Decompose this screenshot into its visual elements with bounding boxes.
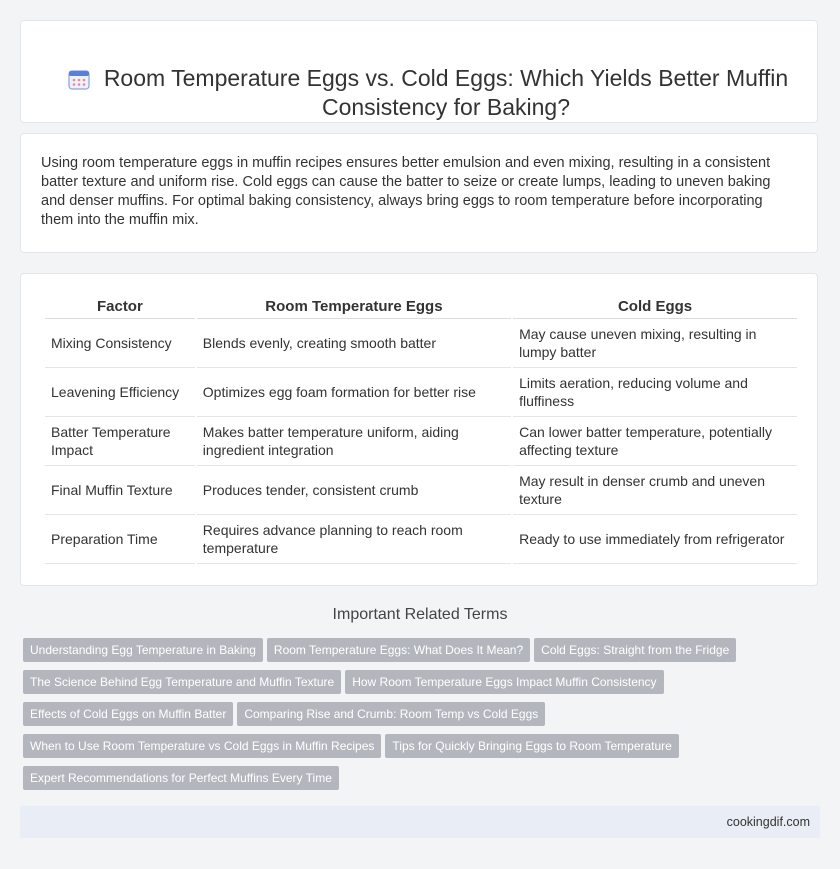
factor-cell: Leavening Efficiency [45,368,195,417]
related-term-link[interactable]: Tips for Quickly Bringing Eggs to Room Temperature [385,734,678,758]
table-row [45,417,797,466]
footer [20,806,820,838]
table-row [45,319,797,368]
intro-card [20,133,818,253]
intro-paragraph: Using room temperature eggs in muffin recipes ensures better emulsion and even mixing, resulting in a consistent batter texture and uniform rise. Cold eggs can cause the batter to seize or create lumps, leading to uneven baking and denser muffins. For optimal baking consistency, always bring eggs to room temperature before incorporating them into the muffin mix. [41,155,771,228]
factor-cell: Mixing Consistency [45,319,195,368]
related-terms-list [23,638,823,798]
related-term-link[interactable]: How Room Temperature Eggs Impact Muffin Consistency [345,670,663,694]
related-term-link[interactable]: When to Use Room Temperature vs Cold Eggs in Muffin Recipes [23,734,381,758]
related-term-link[interactable]: Understanding Egg Temperature in Baking [23,638,263,662]
title-card [20,20,818,123]
related-term-link[interactable]: Expert Recommendations for Perfect Muffins Every Time [23,766,339,790]
table-row [45,368,797,417]
factor-cell: Preparation Time [45,515,195,564]
cold-eggs-cell: Limits aeration, reducing volume and fluffiness [513,368,797,417]
related-term-link[interactable]: Cold Eggs: Straight from the Fridge [534,638,736,662]
comparison-card [20,273,818,586]
table-row [45,466,797,515]
related-terms-title: Important Related Terms [332,606,508,623]
room-temp-cell: Blends evenly, creating smooth batter [197,319,511,368]
room-temp-cell: Produces tender, consistent crumb [197,466,511,515]
cold-eggs-cell: Ready to use immediately from refrigerator [513,515,797,564]
calendar-icon [68,68,90,90]
cold-eggs-cell: May result in denser crumb and uneven texture [513,466,797,515]
table-row [45,515,797,564]
related-term-link[interactable]: Room Temperature Eggs: What Does It Mean? [267,638,530,662]
related-term-link[interactable]: Comparing Rise and Crumb: Room Temp vs Cold Eggs [237,702,545,726]
cold-eggs-cell: Can lower batter temperature, potentially affecting texture [513,417,797,466]
room-temp-cell: Optimizes egg foam formation for better rise [197,368,511,417]
cold-eggs-cell: May cause uneven mixing, resulting in lumpy batter [513,319,797,368]
room-temp-cell: Requires advance planning to reach room temperature [197,515,511,564]
header-cold-eggs: Cold Eggs [513,294,797,319]
related-term-link[interactable]: The Science Behind Egg Temperature and Muffin Texture [23,670,341,694]
factor-cell: Final Muffin Texture [45,466,195,515]
header-room-temperature: Room Temperature Eggs [197,294,511,319]
comparison-table [43,294,799,564]
room-temp-cell: Makes batter temperature uniform, aiding ingredient integration [197,417,511,466]
header-factor: Factor [45,294,195,319]
site-link[interactable]: cookingdif.com [726,815,810,829]
page-title: Room Temperature Eggs vs. Cold Eggs: Which Yields Better Muffin Consistency for Baking? [103,65,789,120]
table-header-row [45,294,797,319]
related-term-link[interactable]: Effects of Cold Eggs on Muffin Batter [23,702,233,726]
factor-cell: Batter Temperature Impact [45,417,195,466]
